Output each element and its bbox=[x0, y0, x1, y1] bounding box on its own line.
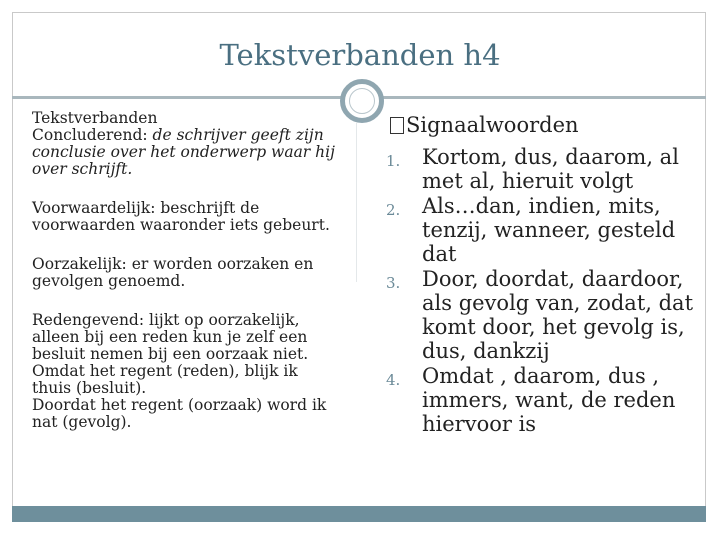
item-redengevend bbox=[32, 312, 337, 363]
right-heading-label: Signaalwoorden bbox=[406, 113, 579, 137]
left-heading: Tekstverbanden bbox=[32, 109, 158, 127]
checkbox-bullet-icon bbox=[390, 117, 404, 134]
item-voorwaardelijk bbox=[32, 200, 337, 234]
item-text: Door, doordat, daardoor, als gevolg van, zodat, dat komt door, het gevolg is, dus, dankzij bbox=[422, 267, 694, 363]
right-column bbox=[386, 113, 706, 437]
bottom-accent-bar bbox=[12, 506, 706, 522]
left-column bbox=[32, 110, 337, 431]
signal-item bbox=[386, 145, 706, 193]
item-term: Oorzakelijk bbox=[32, 255, 122, 273]
example-line: Doordat het regent (oorzaak) word ik nat (gevolg). bbox=[32, 396, 327, 431]
item-number: 3. bbox=[386, 274, 401, 292]
signal-item bbox=[386, 267, 706, 363]
circle-ornament-inner bbox=[349, 88, 375, 114]
signal-item bbox=[386, 364, 706, 436]
item-number: 2. bbox=[386, 201, 401, 219]
item-term: Redengevend: bbox=[32, 311, 145, 329]
item-number: 1. bbox=[386, 152, 401, 170]
circle-ornament-icon bbox=[340, 79, 384, 123]
item-text: Omdat , daarom, dus , immers, want, de reden hiervoor is bbox=[422, 364, 676, 436]
item-number: 4. bbox=[386, 371, 401, 389]
item-concluderend bbox=[32, 127, 337, 178]
item-term: Voorwaardelijk: bbox=[32, 199, 156, 217]
item-term: Concluderend bbox=[32, 126, 143, 144]
item-sep: : bbox=[142, 126, 148, 144]
item-text: de schrijver geeft zijn conclusie over het onderwerp waar hij over schrijft. bbox=[32, 126, 335, 178]
item-text: Kortom, dus, daarom, al met al, hieruit volgt bbox=[422, 145, 679, 193]
signal-item bbox=[386, 194, 706, 266]
item-sep: : bbox=[121, 255, 127, 273]
item-text: lijkt op oorzakelijk, alleen bij een reden kun je zelf een besluit nemen bij een oorzaak niet. bbox=[32, 311, 309, 363]
item-text: er worden oorzaken en gevolgen genoemd. bbox=[32, 255, 314, 290]
item-text: Als…dan, indien, mits, tenzij, wanneer, gesteld dat bbox=[422, 194, 676, 266]
example-line: Omdat het regent (reden), blijk ik thuis (besluit). bbox=[32, 362, 298, 397]
right-heading bbox=[386, 113, 706, 137]
item-oorzakelijk bbox=[32, 256, 337, 290]
slide-title: Tekstverbanden h4 bbox=[219, 38, 501, 72]
item-text: beschrijft de voorwaarden waaronder iets gebeurt. bbox=[32, 199, 330, 234]
column-divider bbox=[356, 122, 357, 282]
